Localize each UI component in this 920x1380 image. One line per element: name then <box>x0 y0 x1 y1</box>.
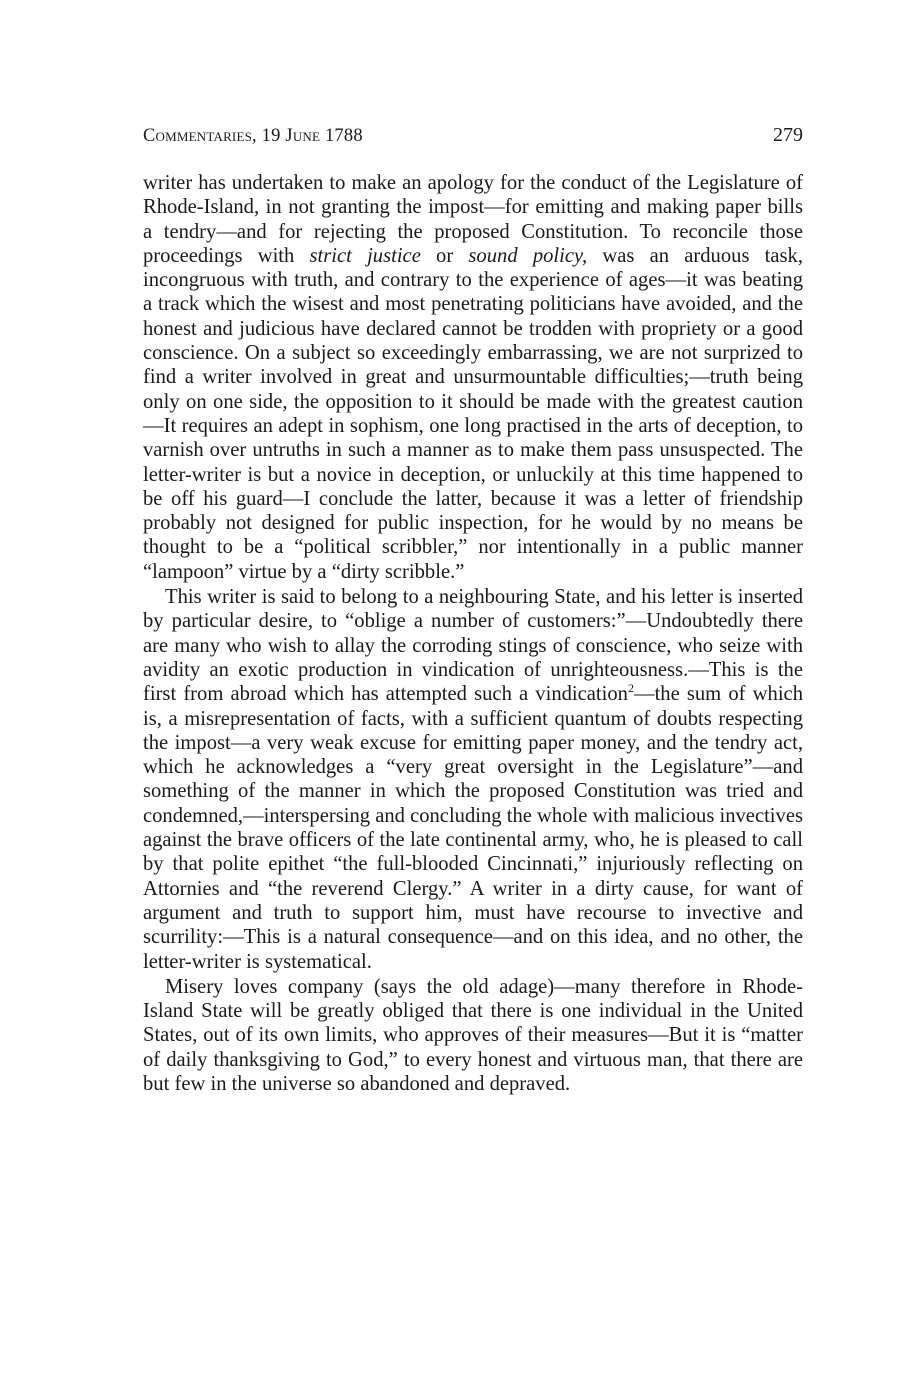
running-title-part: Commentaries, 19 <box>143 126 286 146</box>
running-head <box>143 122 803 149</box>
running-title-month: June <box>285 126 321 146</box>
text-run: —the sum of which is, a misrepresentation of facts, with a sufficient quantum of doubts respecting the impost—a very weak excuse for emitting paper money, and the tendry act, which he acknowledges a “very great oversight in the Legislature”—and something of the manner in which the proposed Constitution was tried and condemned,—interspersing and concluding the whole with malicious invectives against the brave officers of the late continental army, who, he is pleased to call by that polite epithet “the full-blooded Cincinnati,” injuriously reflecting on Attornies and “the reverend Clergy.” A writer in a dirty cause, for want of argument and truth to support him, must have recourse to invective and scurrility:—This is a natural consequence—and on this idea, and no other, the letter-writer is systematical. <box>143 683 803 973</box>
text-run: or <box>420 244 469 267</box>
footnote-marker: 2 <box>627 681 634 696</box>
italic-run: sound policy, <box>468 244 588 267</box>
body-text <box>143 171 803 1096</box>
text-run: This writer is said to belong to a neighbouring State, and his letter is inserted by particular desire, to “oblige a number of customers:”—Undoubtedly there are many who wish to allay the corroding stings of conscience, who seize with avidity an exotic production in vindication of unrighteousness.—This is the first from abroad which has attempted such a vindication <box>143 586 803 706</box>
text-run: writer has undertaken to make an apology for the conduct of the Legislature of Rhode-Island, in not granting the impost—for emitting and making paper bills a tendry—and for rejecting the proposed Constitution. To reconcile those proceedings with <box>143 172 803 267</box>
paragraph-2 <box>143 585 803 974</box>
running-title-year: 1788 <box>320 126 363 146</box>
paragraph-1 <box>143 171 803 584</box>
text-run: was an arduous task, incongruous with truth, and contrary to the experience of ages—it was beating a track which the wisest and most penetrating politicians have avoided, and the honest and judicious have declared cannot be trodden with propriety or a good conscience. On a subject so exceedingly embarrassing, we are not surprized to find a writer involved in great and unsurmountable difficulties;—truth being only on one side, the opposition to it should be made with the greatest caution—It requires an adept in sophism, one long practised in the arts of deception, to varnish over untruths in such a manner as to make them pass unsuspected. The letter-writer is but a novice in deception, or unluckily at this time happened to be off his guard—I conclude the latter, because it was a letter of friendship probably not designed for public inspection, for he would by no means be thought to be a “political scribbler,” nor intentionally in a public manner “lampoon” virtue by a “dirty scribble.” <box>143 244 803 583</box>
paragraph-3 <box>143 975 803 1096</box>
running-title <box>143 123 363 149</box>
italic-run: strict justice <box>309 244 421 267</box>
page-number: 279 <box>773 124 803 146</box>
text-run: Misery loves company (says the old adage)—many therefore in Rhode-Island State will be greatly obliged that there is one individual in the United States, out of its own limits, who approves of their measures—But it is “matter of daily thanksgiving to God,” to every honest and virtuous man, that there are but few in the universe so abandoned and depraved. <box>143 975 803 1095</box>
document-page <box>143 122 803 1096</box>
